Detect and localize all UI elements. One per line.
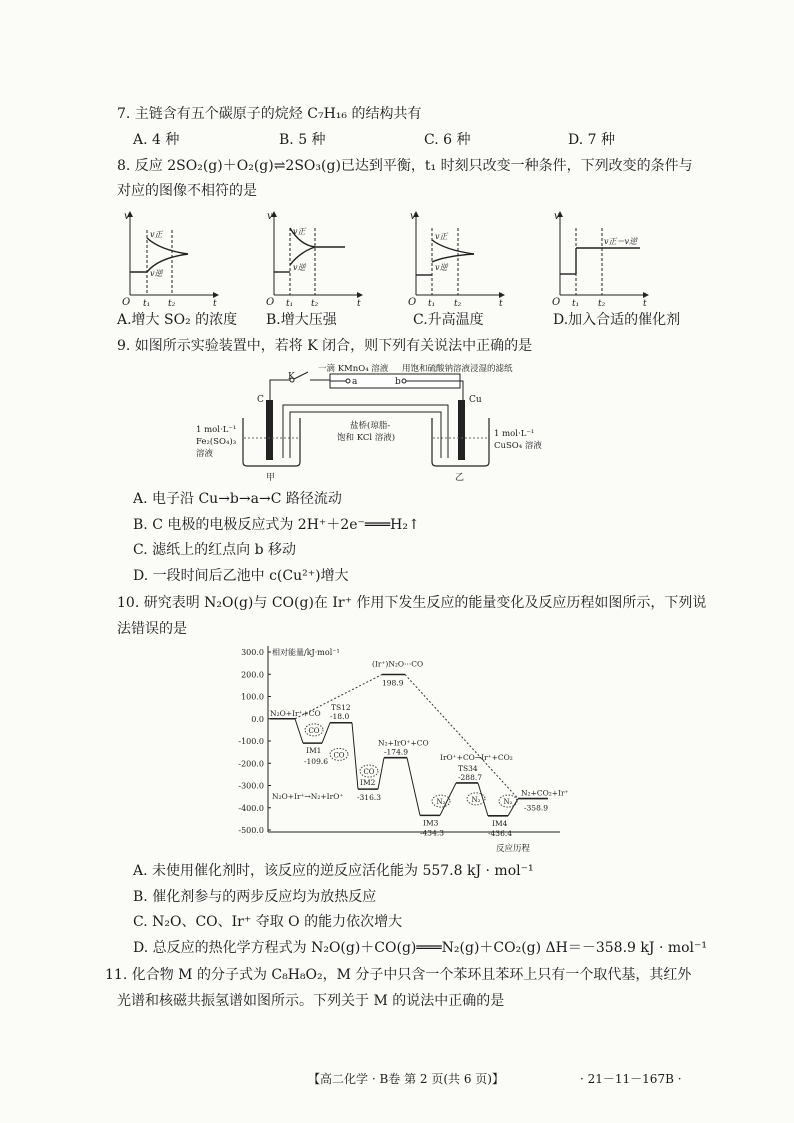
q11-stem-line2: 光谱和核磁共振氢谱如图所示。下列关于 M 的说法中正确的是: [117, 993, 505, 1009]
q10-species-label-1: CO: [333, 751, 345, 760]
q9-right-cell-label: 乙: [455, 473, 465, 483]
q8-a-t1: t₁: [143, 299, 151, 309]
q10-point-label-10: -434.3: [420, 828, 445, 838]
q7-stem: 7. 主链含有五个碳原子的烷烃 C₇H₁₆ 的结构共有: [117, 106, 422, 122]
q7-option-c: C. 6 种: [424, 132, 471, 148]
q8-c-t1: t₁: [428, 299, 436, 309]
q8-c-axis-v: v: [410, 211, 416, 222]
q10-species-label-5: N₂: [503, 798, 513, 807]
q8-d-t1: t₁: [572, 299, 580, 309]
q10-y-tick-label: 300.0: [241, 648, 264, 657]
q10-point-label-13: IM4: [492, 818, 508, 828]
q10-point-label-9: IM3: [423, 818, 439, 828]
q8-c-origin: O: [408, 297, 417, 308]
q8-b-origin: O: [266, 297, 275, 308]
q10-connector-3: [378, 758, 384, 789]
q9-stem: 9. 如图所示实验装置中，若将 K 闭合，则下列有关说法中正确的是: [117, 338, 533, 354]
q10-species-label-0: CO: [308, 726, 320, 735]
q10-point-label-6: -316.3: [357, 793, 382, 803]
q10-point-label-4: -18.0: [330, 711, 350, 721]
q10-point-label-7: N₂+IrO⁺+CO: [378, 738, 429, 748]
page-footer-center: 【高二化学 · B卷 第 2 页(共 6 页)】: [308, 1072, 504, 1086]
q10-point-label-5: IM2: [360, 778, 376, 788]
q10-chart-ylabel: 相对能量/kJ·mol⁻¹: [272, 648, 340, 657]
q10-y-tick-label: -100.0: [238, 737, 264, 746]
q8-caption-c: C.升高温度: [413, 312, 484, 328]
q8-b-lower-label: v逆: [293, 263, 306, 272]
q10-option-a: A. 未使用催化剂时，该反应的逆反应活化能为 557.8 kJ · mol⁻¹: [133, 863, 534, 879]
q10-y-tick-label: 0.0: [251, 714, 264, 724]
q8-stem-line1: 8. 反应 2SO₂(g)＋O₂(g)⇌2SO₃(g)已达到平衡，t₁ 时刻只改变一种条件，下列改变的条件与: [117, 158, 693, 174]
q10-point-label-0: N₂O+Ir⁺+CO: [270, 708, 321, 718]
q8-caption-d: D.加入合适的催化剂: [553, 312, 681, 328]
q10-point-label-16: -358.9: [524, 803, 549, 813]
q11-stem-line1: 11. 化合物 M 的分子式为 C₈H₈O₂，M 分子中只含一个苯环且苯环上只有一个取代基，其红外: [105, 967, 692, 983]
q10-point-label-17: (Ir⁺)N₂O···CO: [372, 659, 424, 669]
q10-stem-line2: 法错误的是: [117, 621, 187, 637]
q10-connector-0: [295, 719, 303, 743]
q10-species-label-3: N₂: [436, 798, 446, 807]
q10-y-tick-label: -400.0: [238, 803, 264, 813]
q10-point-label-3: TS12: [331, 702, 351, 712]
q9-option-c: C. 滤纸上的红点向 b 移动: [133, 542, 296, 558]
q10-point-label-2: -109.6: [304, 757, 329, 767]
q9-point-a: a: [352, 377, 358, 387]
q8-a-origin: O: [122, 297, 131, 308]
q8-d-axis-t: t: [643, 299, 647, 309]
q10-point-label-12: -288.7: [458, 772, 483, 782]
q8-b-upper-label: v正: [293, 227, 306, 236]
q9-kmno4-label: 一滴 KMnO₄ 溶液: [318, 364, 389, 374]
q8-c-axis-t: t: [499, 299, 503, 309]
q7-option-a: A. 4 种: [133, 132, 180, 148]
q8-a-axis-v: v: [124, 211, 130, 222]
q10-point-label-8: -174.9: [384, 747, 409, 757]
q10-y-tick-label: -200.0: [238, 759, 264, 769]
q8-stem-line2: 对应的图像不相符的是: [117, 183, 257, 199]
q10-connector-1: [322, 723, 330, 743]
q8-a-upper-label: v正: [150, 230, 163, 239]
q9-left-cell-label: 甲: [266, 473, 276, 483]
q10-y-tick-label: -300.0: [238, 781, 264, 791]
q8-d-upper-label: v正＝v逆: [604, 237, 638, 246]
q10-point-label-11: TS34: [458, 763, 478, 773]
q8-a-axis-t: t: [213, 299, 217, 309]
q10-annotation-step2: IrO⁺+CO→Ir⁺+CO₂: [440, 753, 513, 762]
q8-caption-b: B.增大压强: [266, 312, 337, 328]
q9-right-electrode-label: Cu: [469, 395, 482, 405]
q9-left-sol-1: 1 mol·L⁻¹: [196, 425, 237, 435]
q10-option-c: C. N₂O、CO、Ir⁺ 夺取 O 的能力依次增大: [133, 914, 403, 930]
q8-d-t2: t₂: [598, 299, 606, 309]
q8-b-axis-v: v: [267, 211, 273, 222]
q9-option-b: B. C 电极的电极反应式为 2H⁺＋2e⁻═══H₂↑: [133, 517, 420, 533]
q9-k-label: K: [288, 372, 295, 382]
q9-option-a: A. 电子沿 Cu→b→a→C 路径流动: [133, 491, 342, 507]
q8-a-t2: t₂: [168, 299, 176, 309]
q9-left-sol-2: Fe₂(SO₄)₃: [196, 437, 237, 447]
q9-paper-label: 用饱和硫酸钠溶液浸湿的滤纸: [402, 364, 513, 374]
q9-point-b: b: [395, 377, 401, 387]
q8-b-t1: t₁: [286, 299, 294, 309]
q10-y-tick-label: 100.0: [241, 692, 264, 702]
q10-species-label-4: N₂: [471, 795, 481, 804]
q8-b-t2: t₂: [311, 299, 319, 309]
q10-connector-4: [407, 758, 420, 816]
q9-left-electrode-label: C: [257, 395, 264, 405]
q8-c-lower-label: v逆: [435, 263, 448, 272]
q10-y-tick-label: -500.0: [238, 826, 264, 835]
q10-stem-line1: 10. 研究表明 N₂O(g)与 CO(g)在 Ir⁺ 作用下发生反应的能量变化及反应历程如图所示，下列说: [117, 595, 707, 611]
q9-right-sol-2: CuSO₄ 溶液: [494, 441, 542, 451]
q9-option-d: D. 一段时间后乙池中 c(Cu²⁺)增大: [133, 568, 349, 584]
q10-option-b: B. 催化剂参与的两步反应均为放热反应: [133, 889, 377, 905]
q10-annotation-step1: N₂O+Ir⁺→N₂+IrO⁺: [272, 792, 344, 801]
q10-point-label-14: -436.4: [488, 828, 513, 838]
q8-d-origin: O: [552, 297, 561, 308]
q8-c-t2: t₂: [454, 299, 462, 309]
q10-point-label-18: 198.9: [382, 678, 404, 688]
q8-b-axis-t: t: [357, 299, 361, 309]
q7-option-b: B. 5 种: [279, 132, 326, 148]
q8-d-axis-v: v: [554, 211, 560, 222]
q8-a-lower-label: v逆: [150, 269, 163, 278]
q10-chart-xlabel: 反应历程: [496, 844, 531, 854]
q9-left-sol-3: 溶液: [196, 449, 214, 459]
q10-point-label-15: N₂+CO₂+Ir⁺: [521, 788, 569, 798]
q10-option-d: D. 总反应的热化学方程式为 N₂O(g)＋CO(g)═══N₂(g)＋CO₂(g) ΔH＝－358.9 kJ · mol⁻¹: [133, 940, 708, 956]
q10-y-tick-label: 200.0: [241, 670, 264, 680]
page-footer-code: · 21－11－167B ·: [580, 1072, 682, 1086]
q9-bridge-label-1: 盐桥(琼脂-: [350, 421, 391, 431]
q9-right-sol-1: 1 mol·L⁻¹: [494, 429, 535, 439]
q8-caption-a: A.增大 SO₂ 的浓度: [117, 312, 238, 328]
q10-species-label-2: CO: [363, 768, 375, 777]
q7-option-d: D. 7 种: [568, 132, 615, 148]
q9-bridge-label-2: 饱和 KCl 溶液): [337, 433, 396, 443]
q10-connector-2: [352, 723, 358, 789]
q8-c-upper-label: v正: [435, 232, 448, 241]
q10-point-label-1: IM1: [306, 746, 322, 756]
